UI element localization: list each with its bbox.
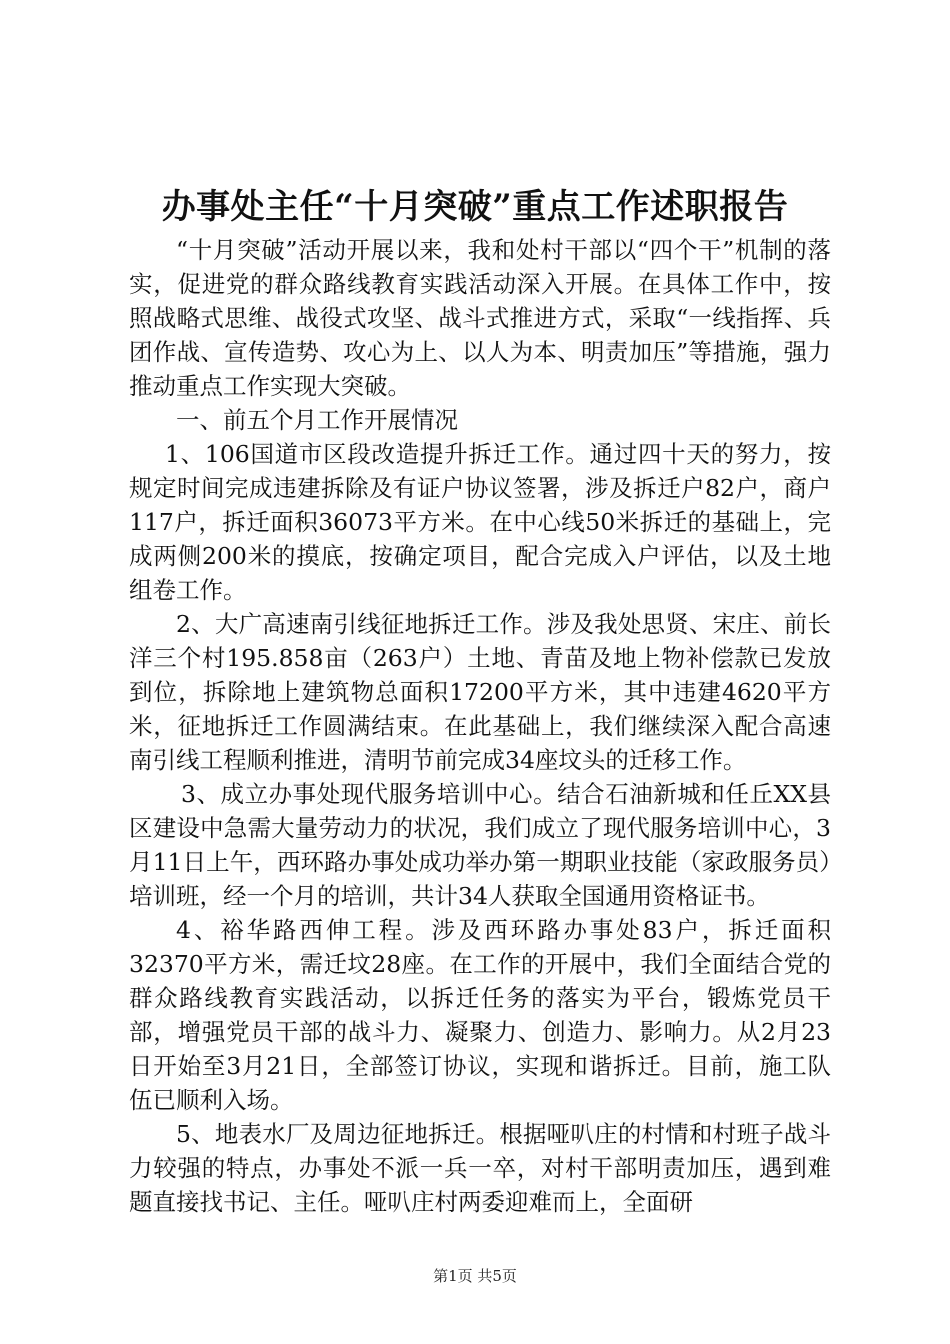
paragraph-item-5: 5、地表水厂及周边征地拆迁。根据哑叭庄的村情和村班子战斗力较强的特点，办事处不派一兵一卒，对村干部明责加压，遇到难题直接找书记、主任。哑叭庄村两委迎难而上，全面研 [129, 1120, 831, 1216]
document-body [129, 233, 831, 1219]
paragraph-item-3: 3、成立办事处现代服务培训中心。结合石油新城和任丘XX县区建设中急需大量劳动力的状况，我们成立了现代服务培训中心，3月11日上午，西环路办事处成功举办第一期职业技能（家政服务员）培训班，经一个月的培训，共计34人获取全国通用资格证书。 [129, 780, 831, 910]
section-heading: 一、前五个月工作开展情况 [176, 406, 458, 434]
page-number-footer: 第1页 共5页 [433, 1267, 517, 1285]
paragraph-item-1: 1、106国道市区段改造提升拆迁工作。通过四十天的努力，按规定时间完成违建拆除及有证户协议签署，涉及拆迁户82户，商户117户，拆迁面积36073平方米。在中心线50米拆迁的基础上，完成两侧200米的摸底，按确定项目，配合完成入户评估，以及土地组卷工作。 [129, 440, 831, 604]
paragraph-item-4: 4、裕华路西伸工程。涉及西环路办事处83户，拆迁面积32370平方米，需迁坟28座。在工作的开展中，我们全面结合党的群众路线教育实践活动，以拆迁任务的落实为平台，锻炼党员干部，增强党员干部的战斗力、凝聚力、创造力、影响力。从2月23日开始至3月21日，全部签订协议，实现和谐拆迁。目前，施工队伍已顺利入场。 [129, 916, 831, 1114]
document-title: 办事处主任“十月突破”重点工作述职报告 [161, 187, 789, 227]
paragraph-intro: “十月突破”活动开展以来，我和处村干部以“四个干”机制的落实，促进党的群众路线教育实践活动深入开展。在具体工作中，按照战略式思维、战役式攻坚、战斗式推进方式，采取“一线指挥、兵团作战、宣传造势、攻心为上、以人为本、明责加压”等措施，强力推动重点工作实现大突破。 [129, 236, 831, 400]
paragraph-item-2: 2、大广高速南引线征地拆迁工作。涉及我处思贤、宋庄、前长洋三个村195.858亩（263户）土地、青苗及地上物补偿款已发放到位，拆除地上建筑物总面积17200平方米，其中违建4620平方米，征地拆迁工作圆满结束。在此基础上，我们继续深入配合高速南引线工程顺利推进，清明节前完成34座坟头的迁移工作。 [129, 610, 831, 774]
